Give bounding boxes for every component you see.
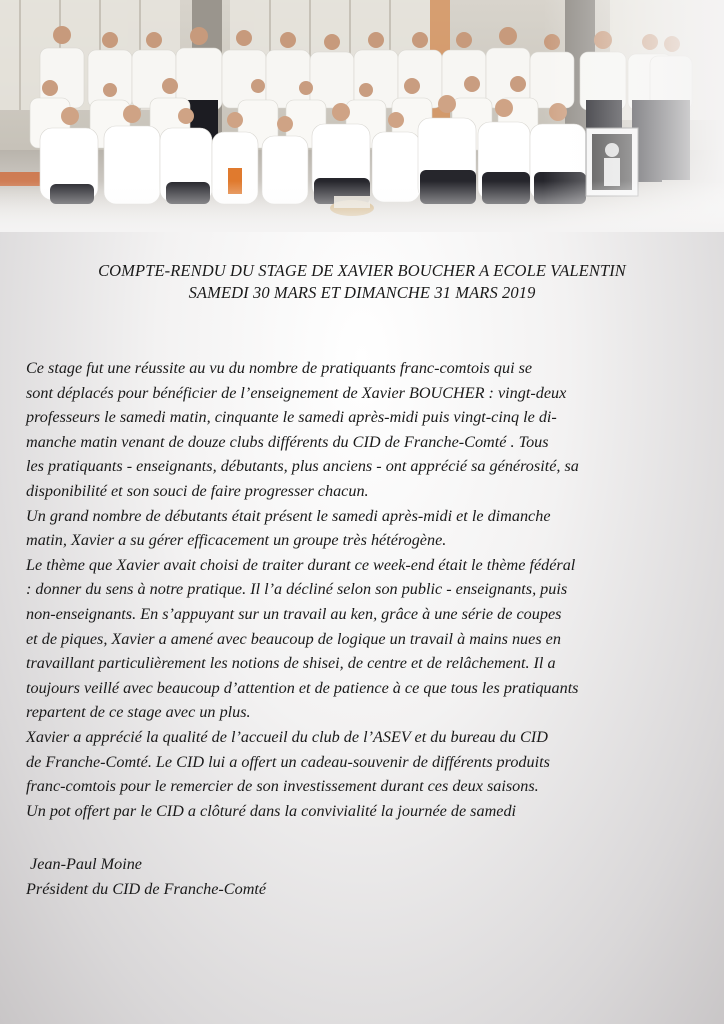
title-line-2: SAMEDI 30 MARS ET DIMANCHE 31 MARS 2019 — [188, 283, 536, 302]
signature-name: Jean-Paul Moine — [26, 855, 142, 873]
body-line: les pratiquants - enseignants, débutants, plus anciens - ont apprécié sa générosité, sa — [26, 457, 579, 476]
body-line: Un pot offert par le CID a clôturé dans la convivialité la journée de samedi — [26, 801, 517, 820]
body-line: travaillant particulièrement les notions de shisei, de centre et de relâchement. Il a — [26, 654, 556, 673]
body-line: toujours veillé avec beaucoup d’attention et de patience à ce que tous les pratiquants — [26, 678, 579, 697]
body-line: non-enseignants. En s’appuyant sur un travail au ken, grâce à une série de coupes — [26, 604, 562, 623]
body-line: sont déplacés pour bénéficier de l’enseignement de Xavier BOUCHER : vingt-deux — [26, 383, 567, 402]
body-line: Xavier a apprécié la qualité de l’accueil du club de l’ASEV et du bureau du CID — [26, 727, 548, 746]
body-line: Ce stage fut une réussite au vu du nombre de pratiquants franc-comtois qui se — [26, 359, 533, 377]
body-line: franc-comtois pour le remercier de son investissement durant ces deux saisons. — [26, 777, 539, 796]
group-photo — [0, 0, 724, 232]
title-line-1: COMPTE-RENDU DU STAGE DE XAVIER BOUCHER A ECOLE VALENTIN — [98, 261, 626, 280]
signature-block — [26, 852, 266, 901]
body-line: et de piques, Xavier a amené avec beaucoup de logique un travail à mains nues en — [26, 629, 561, 648]
body-line: : donner du sens à notre pratique. Il l’a décliné selon son public - enseignants, puis — [26, 580, 568, 599]
body-line: Le thème que Xavier avait choisi de traiter durant ce week-end était le thème fédéral — [26, 555, 576, 574]
signature-role: Président du CID de Franche-Comté — [26, 879, 267, 898]
report-title — [0, 260, 724, 304]
group-photo-icon — [0, 0, 724, 232]
body-line: Un grand nombre de débutants était présent le samedi après-midi et le dimanche — [26, 506, 551, 525]
report-body — [26, 356, 716, 823]
body-line: matin, Xavier a su gérer efficacement un groupe très hétérogène. — [26, 531, 447, 550]
body-line: repartent de ce stage avec un plus. — [26, 703, 251, 722]
body-line: disponibilité et son souci de faire progresser chacun. — [26, 481, 369, 500]
body-line: manche matin venant de douze clubs différents du CID de Franche-Comté . Tous — [26, 432, 549, 451]
body-line: de Franche-Comté. Le CID lui a offert un cadeau-souvenir de différents produits — [26, 752, 550, 771]
body-line: professeurs le samedi matin, cinquante le samedi après-midi puis vingt-cinq le di- — [26, 408, 557, 427]
